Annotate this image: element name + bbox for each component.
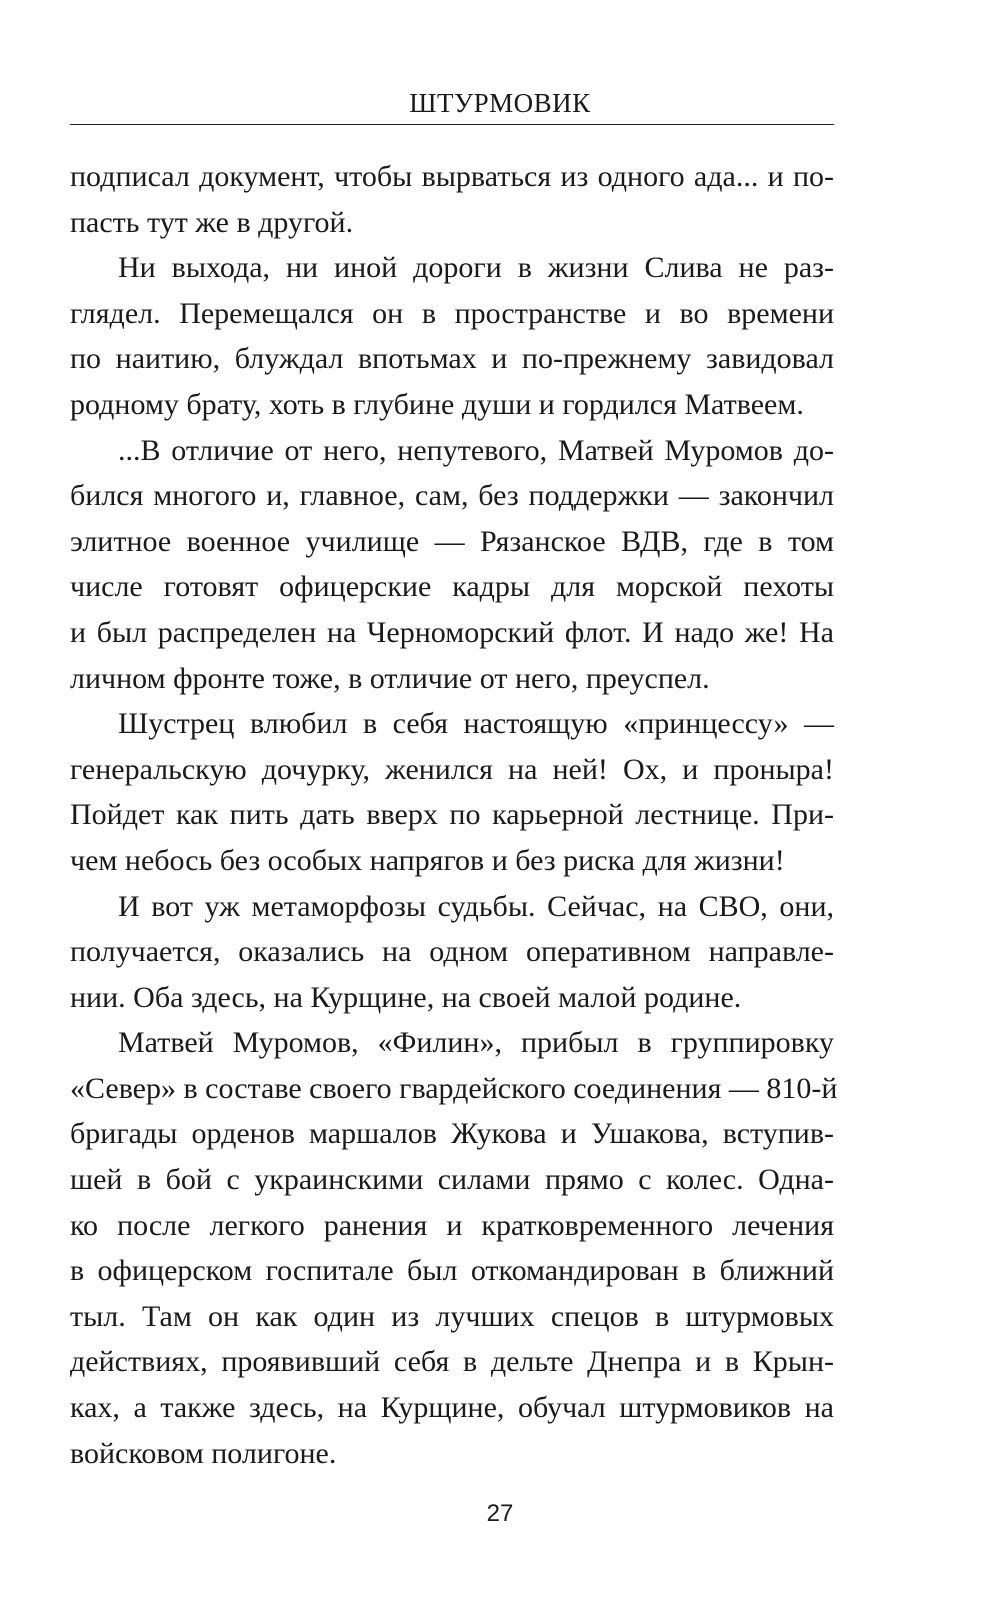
text-line: шей в бой с украинскими силами прямо с колес. Одна- [70, 1163, 834, 1197]
text-line: личном фронте тоже, в отличие от него, преуспел. [70, 661, 710, 695]
running-head: ШТУРМОВИК [409, 88, 591, 118]
text-line: подписал документ, чтобы вырваться из одного ада... и по- [70, 160, 834, 193]
text-line: тыл. Там он как один из лучших спецов в штурмовых [70, 1299, 834, 1333]
text-line: числе готовят офицерские кадры для морской пехоты [70, 570, 834, 604]
text-line: родному брату, хоть в глубине души и гордился Матвеем. [70, 387, 804, 421]
text-line: и был распределен на Черноморский флот. И надо же! На [70, 615, 834, 649]
text-line: ках, а также здесь, на Курщине, обучал штурмовиков на [70, 1391, 834, 1425]
text-line: И вот уж метаморфозы судьбы. Сейчас, на СВО, они, [118, 889, 834, 923]
text-line: ...В отличие от него, непутевого, Матвей Муромов до- [118, 433, 834, 467]
text-line: ко после легкого ранения и кратковременного лечения [70, 1208, 834, 1242]
text-line: бригады орденов маршалов Жукова и Ушакова, вступив- [70, 1117, 834, 1151]
text-line: чем небось без особых напрягов и без риска для жизни! [70, 843, 785, 877]
text-line: элитное военное училище — Рязанское ВДВ, где в том [70, 524, 834, 558]
text-line: генеральскую дочурку, женился на ней! Ох, и проныра! [70, 752, 834, 786]
text-line: в офицерском госпитале был откомандирован в ближний [70, 1254, 834, 1288]
text-line: Ни выхода, ни иной дороги в жизни Слива не раз- [118, 251, 834, 285]
text-line: получается, оказались на одном оперативном направле- [70, 935, 834, 969]
text-line: действиях, проявивший себя в дельте Днепра и в Крын- [70, 1345, 834, 1379]
header-rule [70, 124, 834, 125]
text-line: глядел. Перемещался он в пространстве и во времени [70, 296, 834, 330]
text-line: Матвей Муромов, «Филин», прибыл в группировку [118, 1026, 834, 1060]
text-line: Пойдет как пить дать вверх по карьерной лестнице. При- [70, 798, 834, 832]
text-line: нии. Оба здесь, на Курщине, на своей малой родине. [70, 980, 742, 1014]
body-text [70, 154, 838, 1476]
text-line: бился многого и, главное, сам, без поддержки — закончил [70, 479, 834, 513]
text-line: по наитию, блуждал впотьмах и по-прежнему завидовал [70, 342, 834, 376]
text-line: Шустрец влюбил в себя настоящую «принцессу» — [118, 707, 834, 741]
text-line: «Север» в составе своего гвардейского соединения — 810-й [70, 1071, 838, 1105]
page-number: 27 [486, 1500, 514, 1527]
text-line: войсковом полигоне. [70, 1436, 337, 1470]
text-line: пасть тут же в другой. [70, 205, 354, 239]
